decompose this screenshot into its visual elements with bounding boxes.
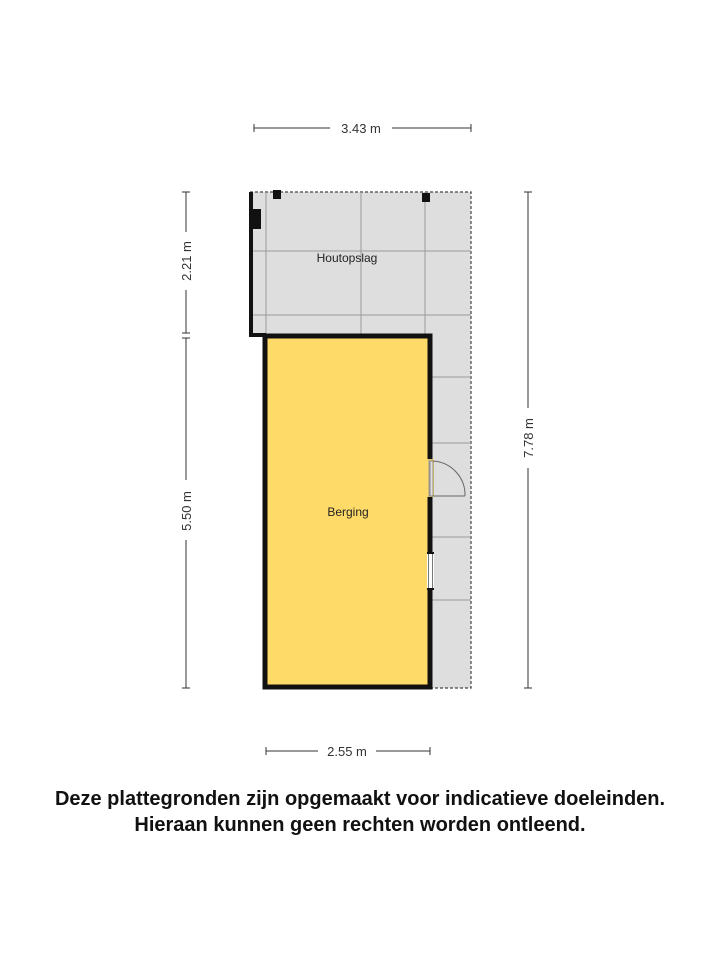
post-marker	[273, 190, 281, 199]
side-path-area	[430, 335, 471, 688]
dimension-right-label: 7.78 m	[521, 418, 536, 458]
dimension-top-label: 3.43 m	[341, 121, 381, 136]
disclaimer-line-2: Hieraan kunnen geen rechten worden ontleend.	[134, 814, 586, 836]
disclaimer-line-1: Deze plattegronden zijn opgemaakt voor indicatieve doeleinden.	[54, 788, 666, 810]
door-leaf	[430, 461, 433, 496]
dimension-left-upper-label: 2.21 m	[179, 241, 194, 281]
room-label-berging: Berging	[327, 505, 369, 519]
room-label-houtopslag: Houtopslag	[316, 251, 378, 265]
dimension-left-lower-label: 5.50 m	[179, 491, 194, 531]
post-marker	[252, 209, 261, 229]
dimension-bottom-label: 2.55 m	[327, 744, 367, 759]
post-marker	[422, 193, 430, 202]
